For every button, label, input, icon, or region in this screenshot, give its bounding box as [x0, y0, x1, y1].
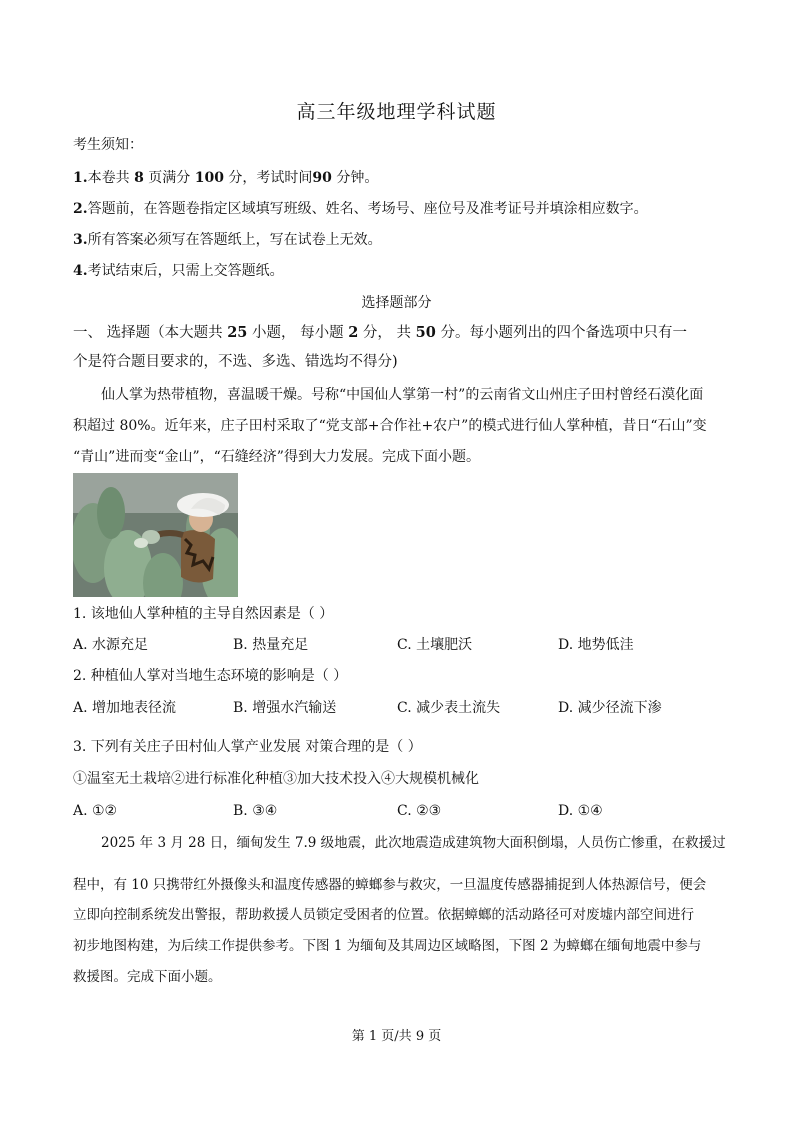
q1-option-b[interactable]: B. 热量充足 [233, 637, 309, 653]
passage2-line: 初步地图构建，为后续工作提供参考。下图 1 为缅甸及其周边区域略图，下图 2 为蟑螂在缅甸地震中参与 [73, 938, 702, 954]
passage1-line: “青山”进而变“金山”，“石缝经济”得到大力发展。完成下面小题。 [73, 449, 480, 465]
q2-option-d[interactable]: D. 减少径流下渗 [558, 700, 662, 716]
page-footer: 第 1 页/共 9 页 [351, 1029, 442, 1044]
notice-item-3: 3.所有答案必须写在答题纸上，写在试卷上无效。 [73, 232, 382, 248]
notice-heading: 考生须知： [73, 137, 143, 153]
q3-option-a[interactable]: A. ①② [73, 803, 118, 819]
page-title: 高三年级地理学科试题 [296, 101, 497, 123]
q2-option-c[interactable]: C. 减少表土流失 [397, 700, 501, 716]
passage2-line: 程中，有 10 只携带红外摄像头和温度传感器的蟑螂参与救灾，一旦温度传感器捕捉到人体热源信号，便会 [73, 877, 707, 893]
notice-item-1: 1.本卷共 8 页满分 100 分，考试时间90 分钟。 [73, 170, 379, 186]
question-3-stem: 3. 下列有关庄子田村仙人掌产业发展 对策合理的是（ ） [73, 739, 422, 755]
q3-option-c[interactable]: C. ②③ [397, 803, 442, 819]
q1-option-a[interactable]: A. 水源充足 [73, 637, 149, 653]
question-2-stem: 2. 种植仙人掌对当地生态环境的影响是（ ） [73, 668, 348, 684]
passage2-line: 2025 年 3 月 28 日，缅甸发生 7.9 级地震，此次地震造成建筑物大面积倒塌，人员伤亡惨重，在救援过 [101, 835, 726, 851]
q2-option-b[interactable]: B. 增强水汽输送 [233, 700, 337, 716]
q3-option-b[interactable]: B. ③④ [233, 803, 278, 819]
q3-option-d[interactable]: D. ①④ [558, 803, 603, 819]
q1-option-d[interactable]: D. 地势低洼 [558, 637, 634, 653]
question-1-stem: 1. 该地仙人掌种植的主导自然因素是（ ） [73, 606, 334, 622]
passage1-line: 积超过 80%。近年来，庄子田村采取了“党支部+合作社+农户”的模式进行仙人掌种植，昔日“石山”变 [73, 418, 707, 434]
part1-instructions-line2: 个是符合题目要求的，不选、多选、错选均不得分) [73, 354, 398, 370]
notice-item-4: 4.考试结束后，只需上交答题纸。 [73, 263, 284, 279]
photo-illustration [73, 473, 238, 597]
question-3-statements: ①温室无土栽培②进行标准化种植③加大技术投入④大规模机械化 [73, 771, 479, 787]
part1-instructions-line1: 一、 选择题（本大题共 25 小题， 每小题 2 分， 共 50 分。每小题列出的四个备选项中只有一 [73, 324, 687, 341]
passage2-line: 立即向控制系统发出警报，帮助救援人员锁定受困者的位置。依据蟑螂的活动路径可对废墟内部空间进行 [73, 907, 694, 923]
passage2-line: 救援图。完成下面小题。 [73, 969, 222, 985]
notice-item-2: 2.答题前，在答题卷指定区域填写班级、姓名、考场号、座位号及准考证号并填涂相应数字。 [73, 201, 648, 217]
passage1-line: 仙人掌为热带植物，喜温暖干燥。号称“中国仙人掌第一村”的云南省文山州庄子田村曾经石漠化面 [101, 387, 704, 403]
notice-num: 1. [73, 170, 88, 186]
q1-option-c[interactable]: C. 土壤肥沃 [397, 637, 473, 653]
cactus-farmer-photo [73, 473, 238, 597]
q2-option-a[interactable]: A. 增加地表径流 [73, 700, 177, 716]
section-title: 选择题部分 [361, 295, 432, 311]
